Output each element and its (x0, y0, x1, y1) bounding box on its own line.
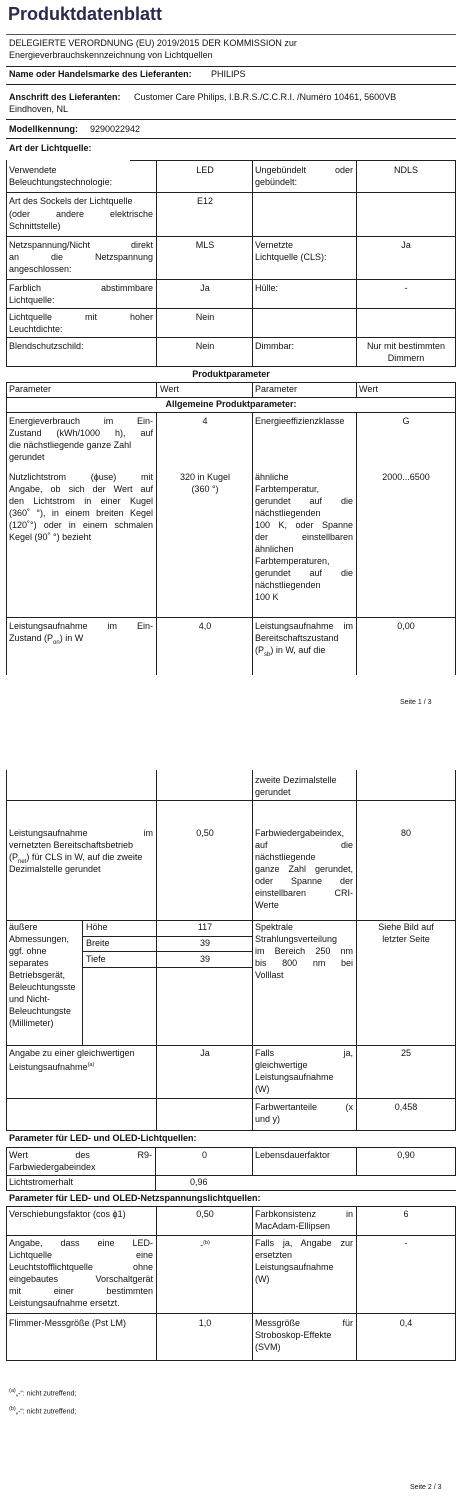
rule (455, 160, 456, 366)
standby-1b: im (343, 621, 353, 631)
rule (6, 308, 456, 309)
flicker-value: 1,0 (198, 1318, 212, 1328)
footnote-b (9, 1404, 76, 1418)
color-temp-line-9: gerundet auf die (255, 568, 353, 578)
supplier-address-line-2: Eindhoven, NL (9, 104, 69, 114)
width-label: Breite (86, 938, 110, 948)
directional-value: NDLS (393, 165, 418, 175)
net-standby-value: 0,50 (196, 828, 214, 838)
fluor-replace-line-1: Angabe, dass eine LED- (9, 1238, 153, 1248)
rule (6, 138, 456, 139)
rule (6, 84, 456, 85)
power-on-sub: on (53, 639, 60, 646)
equiv-label-2 (9, 1060, 94, 1074)
rule (6, 617, 456, 618)
equiv-power-value: 25 (400, 1048, 411, 1058)
standby-1a: Leistungsaufnahme (255, 621, 334, 631)
dimensions-line-9: (Millimeter) (9, 1018, 54, 1028)
standby-cont-1: zweite Dezimalstelle (255, 775, 337, 785)
standby-value: 0,00 (397, 621, 415, 631)
rule (252, 800, 253, 1130)
energy-consumption-value: 4 (202, 416, 208, 426)
rule (6, 1147, 7, 1190)
standby-4b: ) in W, auf die (270, 645, 326, 655)
dimmable-value-2: Dimmern (387, 353, 425, 363)
rule (155, 1147, 156, 1190)
cap-label-1: Art des Sockels der Lichtquelle (9, 196, 133, 206)
lumen-maint-value: 0,96 (190, 1177, 208, 1187)
rule (6, 192, 456, 193)
strobo-3: (SVM) (255, 1342, 281, 1352)
shift-factor: Verschiebungsfaktor (cos ϕ1) (9, 1209, 126, 1219)
equiv-value: Ja (200, 1048, 210, 1058)
color-temp-line-10: nächstliegenden (255, 580, 321, 590)
led-mains-title: Parameter für LED- und OLED-Netzspannungslichtquellen: (9, 1193, 261, 1203)
rule (130, 160, 456, 161)
footnote-a-text: „-“: nicht zutreffend; (15, 1390, 77, 1398)
spectral-line-5: Volllast (255, 970, 284, 980)
color-temp-line-6: der einstellbaren (255, 532, 353, 542)
fluor-replace-line-2: Lichtquelle eine (9, 1250, 153, 1260)
dimensions-line-2: Abmessungen, (9, 934, 70, 944)
power-on-2b: ) in W (59, 633, 84, 643)
technology-label-1: Verwendete (9, 165, 57, 175)
fluor-replace-line-4: eingebautes Vorschaltgerät (9, 1274, 153, 1284)
power-on-1: Leistungsaufnahme im Ein- (9, 621, 153, 631)
cls-value: Ja (401, 240, 411, 250)
luminous-flux-value-2: (360 °) (191, 484, 219, 494)
dimensions-line-7: und Nicht- (9, 994, 51, 1004)
lumen-maint: Lichtstromerhalt (9, 1177, 74, 1187)
rule (156, 160, 157, 366)
rule (82, 967, 252, 968)
color-temp-value: 2000...6500 (382, 472, 430, 482)
directional-label-2: gebündelt: (255, 177, 298, 187)
luminous-flux-3: den Lichtstrom in einer Kugel (9, 496, 153, 506)
standby-sub: sb (264, 651, 271, 658)
width-value: 39 (199, 938, 210, 948)
glare-value: Nein (195, 341, 215, 351)
cap-value: E12 (196, 196, 213, 206)
standby-4 (255, 645, 353, 661)
net-standby-sub: net (18, 858, 27, 865)
dimensions-line-5: Betriebsgerät, (9, 970, 66, 980)
fluor-replace-line-3: Leuchtstofflichtquelle ohne (9, 1262, 153, 1272)
net-standby-3b: ) für CLS in W, auf die zweite (26, 852, 143, 862)
rule (6, 1190, 456, 1191)
tunable-value: Ja (200, 283, 210, 293)
glare-label: Blendschutzschild: (9, 341, 84, 351)
strobo-1: Messgröße für (255, 1318, 353, 1328)
r9-2: Farbwiedergabeindex (9, 1162, 96, 1172)
net-standby-4: Dezimalstelle gerundet (9, 864, 101, 874)
rule (6, 337, 456, 338)
supplier-address-line-1: Customer Care Philips, I.B.R.S./C.C.R.I. /Numéro 10461, 5600VB (134, 92, 397, 102)
col-param-1: Parameter (9, 384, 52, 394)
cri-line-4: ganze Zahl gerundet, (255, 864, 353, 874)
dimensions-line-6: Beleuchtungsste (9, 982, 76, 992)
page-title: Produktdatenblatt (8, 4, 163, 24)
rule (6, 1147, 456, 1148)
energy-consumption-4: gerundet (9, 452, 45, 462)
height-label: Höhe (86, 922, 108, 932)
dimensions-line-8: Beleuchtungste (9, 1006, 72, 1016)
equiv-label-2a: Leistungsaufnahme (9, 1062, 88, 1072)
col-param-2: Parameter (255, 384, 298, 394)
title-rule (6, 34, 456, 35)
strobo-2: Stroboskop-Effekte (255, 1330, 332, 1340)
rule (6, 1130, 456, 1131)
luminous-flux-value-1: 320 in Kugel (179, 472, 231, 482)
standby-cont-2: gerundet (255, 787, 291, 797)
equiv-power-2: gleichwertige (255, 1060, 308, 1070)
rule (82, 951, 252, 952)
r9-1: Wert des R9- (9, 1150, 152, 1160)
rule (455, 1206, 456, 1360)
rule (252, 1147, 253, 1175)
cri-line-1: Farbwiedergabeindex, (255, 828, 345, 838)
energy-consumption-3: die nächstliegende ganze Zahl (9, 440, 132, 450)
envelope-label: Hülle: (255, 283, 279, 293)
rule (6, 119, 456, 120)
cri-value: 80 (400, 828, 411, 838)
luminance-label-1: Lichtquelle mit hoher (9, 312, 153, 322)
rule (82, 936, 252, 937)
light-source-type: Art der Lichtquelle: (9, 143, 92, 153)
standby-4a: (P (255, 645, 264, 655)
spectral-line-1: Spektrale (255, 922, 294, 932)
power-on-value: 4,0 (198, 621, 212, 631)
energy-class-value: G (402, 416, 410, 426)
rule (6, 66, 456, 67)
rule (6, 1235, 456, 1236)
rule (6, 412, 456, 413)
color-consistency-value: 6 (403, 1209, 409, 1219)
shift-factor-value: 0,50 (196, 1209, 214, 1219)
rule (252, 160, 253, 366)
rule (6, 800, 7, 1130)
power-on-2a: Zustand (P (9, 633, 54, 643)
color-temp-line-4: nächstliegenden (255, 508, 321, 518)
color-temp-line-3: gerundet auf die (255, 496, 353, 506)
rule (156, 1206, 157, 1360)
spectral-value-2: letzter Seite (382, 934, 430, 944)
spectral-line-3: im Bereich 250 nm (255, 946, 353, 956)
color-temp-line-5: 100 K, oder Spanne (255, 520, 353, 530)
cls-label-2: Lichtquelle (CLS): (255, 252, 327, 262)
rule (6, 397, 456, 398)
color-temp-line-11: 100 K (255, 592, 279, 602)
rule (82, 920, 83, 1045)
replaced-power-3: Leistungsaufnahme (255, 1262, 334, 1272)
rule (252, 382, 253, 397)
color-temp-line-2: Farbtemperatur, (255, 484, 320, 494)
replaced-power-2: ersetzten (255, 1250, 293, 1260)
fluor-value-dash: - (200, 1240, 204, 1250)
model-label: Modellkennung: (9, 124, 78, 134)
rule (156, 412, 157, 675)
fluor-replace-line-6: Leistungsaufnahme ersetzt. (9, 1298, 120, 1308)
luminous-flux-5: (120˚°) oder in einem schmalen (9, 520, 153, 530)
rule (6, 1206, 7, 1360)
regulation-line-1: DELEGIERTE VERORDNUNG (EU) 2019/2015 DER KOMMISSION zur (9, 38, 297, 48)
mains-value: MLS (195, 240, 215, 250)
tunable-label-2: Lichtquelle: (9, 295, 55, 305)
power-on-2 (9, 633, 83, 649)
net-standby-3a: (P (9, 852, 18, 862)
cri-line-5: oder Spanne der (255, 876, 353, 886)
equiv-power-1: Falls ja, (255, 1048, 353, 1058)
supplier-address-label: Anschrift des Lieferanten: (9, 92, 121, 102)
replaced-power-1: Falls ja, Angabe zur (255, 1238, 353, 1248)
luminance-value: Nein (195, 312, 215, 322)
footnote-a-sup: (a) (9, 1388, 16, 1394)
rule (455, 382, 456, 675)
mains-label-3: angeschlossen: (9, 264, 72, 274)
fluor-replace-line-5: mit einer bestimmten (9, 1286, 153, 1296)
mains-label-1: Netzspannung/Nicht direkt (9, 240, 153, 250)
color-temp-line-7: ähnlichen (255, 544, 294, 554)
life-factor: Lebensdauerfaktor (255, 1150, 331, 1160)
rule (6, 1098, 456, 1099)
rule (356, 160, 357, 366)
general-title: Allgemeine Produktparameter: (165, 399, 297, 409)
dimmable-value-1: Nur mit bestimmten (366, 341, 446, 351)
footnote-a (9, 1386, 76, 1400)
col-value-1: Wert (160, 384, 179, 394)
rule (356, 382, 357, 397)
equiv-sup: (a) (87, 1062, 95, 1068)
energy-class-label: Energieeffizienzklasse (255, 416, 345, 426)
rule (6, 160, 7, 366)
life-factor-value: 0,90 (397, 1150, 415, 1160)
envelope-value: - (404, 283, 408, 293)
page-number-2: Seite 2 / 3 (410, 1484, 442, 1491)
dimensions-line-3: ggf. ohne (9, 946, 47, 956)
rule (356, 800, 357, 1130)
spectral-line-4: bis 800 nm bei (255, 958, 353, 968)
spectral-value-1: Siehe Bild auf (378, 922, 434, 932)
rule (6, 800, 456, 801)
height-value: 117 (197, 922, 213, 932)
energy-consumption-1: Energieverbrauch im Ein- (9, 416, 153, 426)
model-id: 9290022942 (90, 124, 141, 134)
led-section-title: Parameter für LED- und OLED-Lichtquellen: (9, 1133, 197, 1143)
net-standby-2: vernetzten Bereitschaftsbetrieb (9, 840, 134, 850)
luminous-flux-2: Angabe, ob sich der Wert auf (9, 484, 153, 494)
chroma-1: Farbwertanteile (x (255, 1102, 353, 1112)
color-consistency-2: MacAdam-Ellipsen (255, 1221, 331, 1231)
net-standby-1: Leistungsaufnahme im (9, 828, 153, 838)
equiv-label-1: Angabe zu einer gleichwertigen (9, 1048, 135, 1058)
standby-3: Bereitschaftszustand (255, 633, 339, 643)
cls-label-1: Vernetzte (255, 240, 294, 250)
regulation-line-2: Energieverbrauchskennzeichnung von Lichtquellen (9, 50, 213, 60)
rule (6, 279, 456, 280)
r9-value: 0 (201, 1150, 207, 1160)
dimmable-label: Dimmbar: (255, 341, 295, 351)
tunable-label-1: Farblich abstimmbare (9, 283, 153, 293)
rule (252, 412, 253, 675)
rule (6, 1045, 456, 1046)
depth-label: Tiefe (86, 954, 106, 964)
depth-value: 39 (199, 954, 210, 964)
fluor-sup: (b) (203, 1240, 210, 1246)
params-section-title: Produktparameter (192, 369, 270, 379)
footnote-b-text: „-“: nicht zutreffend; (15, 1408, 77, 1416)
cri-line-7: Werte (255, 900, 279, 910)
cri-line-3: nächstliegende (255, 852, 316, 862)
rule (6, 920, 456, 921)
cap-label-3: Schnittstelle) (9, 221, 61, 231)
equiv-power-4: (W) (255, 1084, 270, 1094)
dimensions-line-1: äußere (9, 922, 38, 932)
rule (6, 236, 456, 237)
energy-consumption-2: Zustand (kWh/1000 h), auf (9, 428, 153, 438)
cap-label-2: (oder andere elektrische (9, 209, 153, 219)
color-temp-line-8: Farbtemperaturen, (255, 556, 330, 566)
rule (6, 382, 456, 383)
rule (6, 1206, 456, 1207)
cri-line-2: auf die (255, 840, 353, 850)
rule (6, 366, 456, 367)
rule (6, 1360, 456, 1361)
replaced-power-value: - (404, 1238, 408, 1248)
rule (356, 1206, 357, 1360)
technology-value: LED (196, 165, 214, 175)
cri-line-6: einstellbaren CRI- (255, 888, 353, 898)
rule (6, 1175, 456, 1176)
equiv-power-3: Leistungsaufnahme (255, 1072, 334, 1082)
dimensions-line-4: separates (9, 958, 49, 968)
rule (455, 800, 456, 1130)
spectral-line-2: Strahlungsverteilung (255, 934, 338, 944)
fluor-value (158, 1238, 252, 1252)
technology-label-2: Beleuchtungstechnologie: (9, 177, 113, 187)
page-number-1: Seite 1 / 3 (400, 699, 432, 706)
rule (252, 1206, 253, 1360)
luminous-flux-4: (360˚ °), in einem breiten Kegel (9, 508, 153, 518)
color-consistency-1: Farbkonsistenz in (255, 1209, 353, 1219)
rule (156, 382, 157, 397)
flicker: Flimmer-Messgröße (Pst LM) (9, 1318, 127, 1328)
rule (455, 1147, 456, 1175)
col-value-2: Wert (359, 384, 378, 394)
chroma-2: und y) (255, 1114, 281, 1124)
standby-1 (255, 621, 353, 633)
luminous-flux-1: Nutzlichtstrom (ϕuse) mit (9, 472, 153, 482)
chroma-value: 0,458 (394, 1102, 418, 1112)
rule (6, 382, 7, 675)
rule (356, 412, 357, 675)
footnote-b-sup: (b) (9, 1406, 16, 1412)
supplier-name-label: Name oder Handelsmarke des Lieferanten: (9, 69, 192, 79)
strobo-value: 0,4 (399, 1318, 413, 1328)
rule (6, 1313, 456, 1314)
supplier-name: PHILIPS (211, 69, 246, 79)
luminous-flux-6: Kegel (90˚ °) bezieht (9, 532, 92, 542)
rule (156, 800, 157, 920)
replaced-power-4: (W) (255, 1274, 270, 1284)
mains-label-2: an die Netzspannung (9, 252, 153, 262)
luminance-label-2: Leuchtdichte: (9, 324, 63, 334)
color-temp-line-1: ähnliche (255, 472, 289, 482)
directional-label-1: Ungebündelt oder (255, 165, 353, 175)
